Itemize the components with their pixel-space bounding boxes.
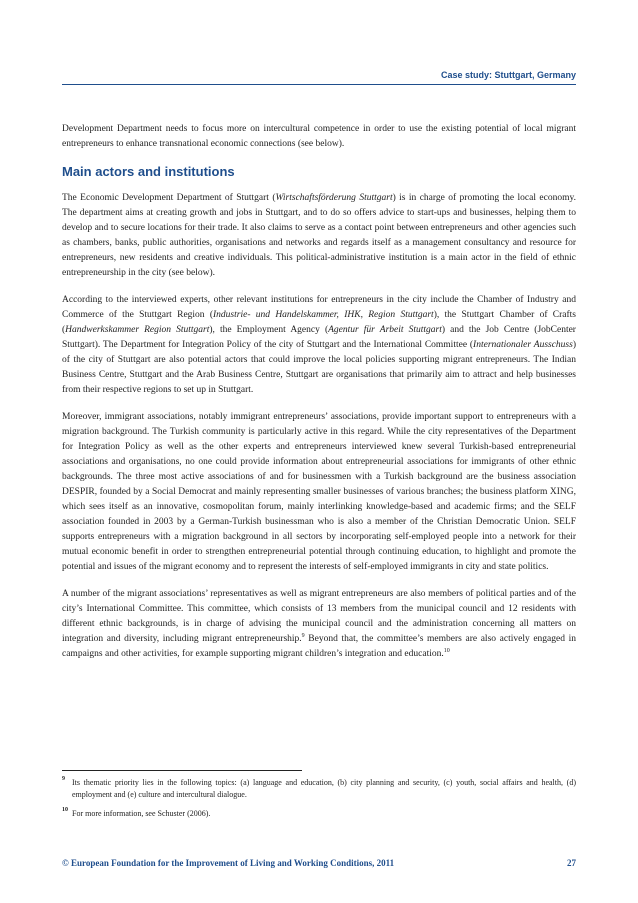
- text-run: A number of the migrant associations’ representatives as well as migrant entrepreneurs are also members of political parties and of the city’s International Committee. This committee, which consists of 13 members from the municipal council and 12 residents with different ethnic backgrounds, is in charge of advising the municipal council and the administration concerning all matters on integration and diversity, including migrant entrepreneurship.: [62, 589, 576, 644]
- footnote-text: For more information, see Schuster (2006).: [72, 809, 211, 818]
- header-divider: [62, 84, 576, 85]
- running-header: Case study: Stuttgart, Germany: [440, 70, 576, 80]
- page-number: 27: [567, 858, 576, 868]
- text-run: ) of the city of Stuttgart are also potential actors that could improve the local policies supporting migrant entrepreneurs. The Indian Business Centre, Stuttgart and the Arab Business Centre, Stuttgart are organisations that primarily aim to attract and help businesses from their respective regions to set up in Stuttgart.: [62, 340, 576, 395]
- text-run: According to the interviewed experts, other relevant institutions for entrepreneurs in the city include the Chamber of Industry and Commerce of the Stuttgart Region (: [62, 295, 576, 320]
- paragraph-international-committee: [62, 587, 576, 662]
- footnote: [62, 808, 576, 820]
- text-run: Beyond that, the committee’s members are also actively engaged in campaigns and other activities, for example supporting migrant children’s integration and education.: [62, 634, 577, 659]
- copyright-notice: © European Foundation for the Improvement of Living and Working Conditions, 2011: [62, 858, 395, 868]
- paragraph-immigrant-associations: Moreover, immigrant associations, notably immigrant entrepreneurs’ associations, provide important support to entrepreneurs with a migration background. The Turkish community is particularly active in this regard. While the city representatives of the Department for Integration Policy as well as the other experts and entrepreneurs interviewed knew several Turkish-based entrepreneurial associations and organisations, no one could provide information about entrepreneurial associations for immigrants of other ethnic backgrounds. The three most active associations of and for businessmen with a Turkish background are the business association DESPIR, founded by a Social Democrat and mainly representing smaller businesses of various branches; the business platform XING, which sees itself as an innovative, cosmopolitan forum, mainly interlinking knowledge-based and academic firms; and the SELF association founded in 2003 by a German-Turkish businessman who is also a member of the Christian Democratic Union. SELF supports entrepreneurs with a migration background in all sectors by incorporating self-employed people into a network for their mutual economic benefit in order to strengthen entrepreneurial potential through continuing education, to highlight and promote the potential and issues of the migrant economy and to represent the interests of self-employed immigrants in city and state politics.: [62, 412, 576, 572]
- italic-term: Handwerkskammer Region Stuttgart: [65, 325, 210, 335]
- paragraph-relevant-institutions: [62, 293, 576, 398]
- italic-term: Agentur für Arbeit Stuttgart: [328, 325, 442, 335]
- text-run: ), the Employment Agency (: [209, 325, 329, 335]
- text-run: ) and the Job Centre (JobCenter Stuttgart). The Department for Integration Policy of the city of Stuttgart and the International Committee (: [62, 325, 576, 350]
- footnote-divider: [62, 770, 302, 771]
- italic-term: Wirtschaftsförderung Stuttgart: [275, 193, 393, 203]
- footnote-number: 10: [62, 807, 68, 813]
- italic-term: Internationaler Ausschuss: [473, 340, 573, 350]
- text-run: ) is in charge of promoting the local economy. The department aims at creating growth and jobs in Stuttgart, and to do so offers advice to start-ups and businesses, helping them to develop and to secure locations for their trade. It also claims to serve as a contact point between entrepreneurs and other agencies such as chambers, banks, public authorities, organisations and networks and regards itself as a management consultancy and resource for entrepreneurs, new residents and creative individuals. This political-administrative institution is a main actor in the field of ethnic entrepreneurship in the city (see below).: [62, 193, 576, 278]
- main-content: [62, 122, 576, 674]
- text-run: The Economic Development Department of Stuttgart (: [62, 193, 276, 203]
- text-run: ), the Stuttgart Chamber of Crafts (: [62, 310, 577, 335]
- footnotes: [62, 777, 576, 827]
- section-heading: Main actors and institutions: [62, 164, 235, 179]
- footnote-text: Its thematic priority lies in the following topics: (a) language and education, (b) city planning and security, (c) youth, social affairs and health, (d) employment and (e) culture and intercultural dialogue.: [72, 778, 576, 799]
- footnote: [62, 777, 576, 801]
- footnote-ref[interactable]: 9: [301, 632, 305, 639]
- page-footer: [62, 858, 576, 868]
- footnote-ref[interactable]: 10: [443, 647, 450, 654]
- paragraph-economic-development: [62, 191, 576, 281]
- intro-paragraph: Development Department needs to focus more on intercultural competence in order to use the existing potential of local migrant entrepreneurs to enhance transnational economic connections (see below).: [62, 124, 576, 149]
- italic-term: Industrie- und Handelskammer, IHK, Region Stuttgart: [213, 310, 434, 320]
- footnote-number: 9: [62, 776, 65, 782]
